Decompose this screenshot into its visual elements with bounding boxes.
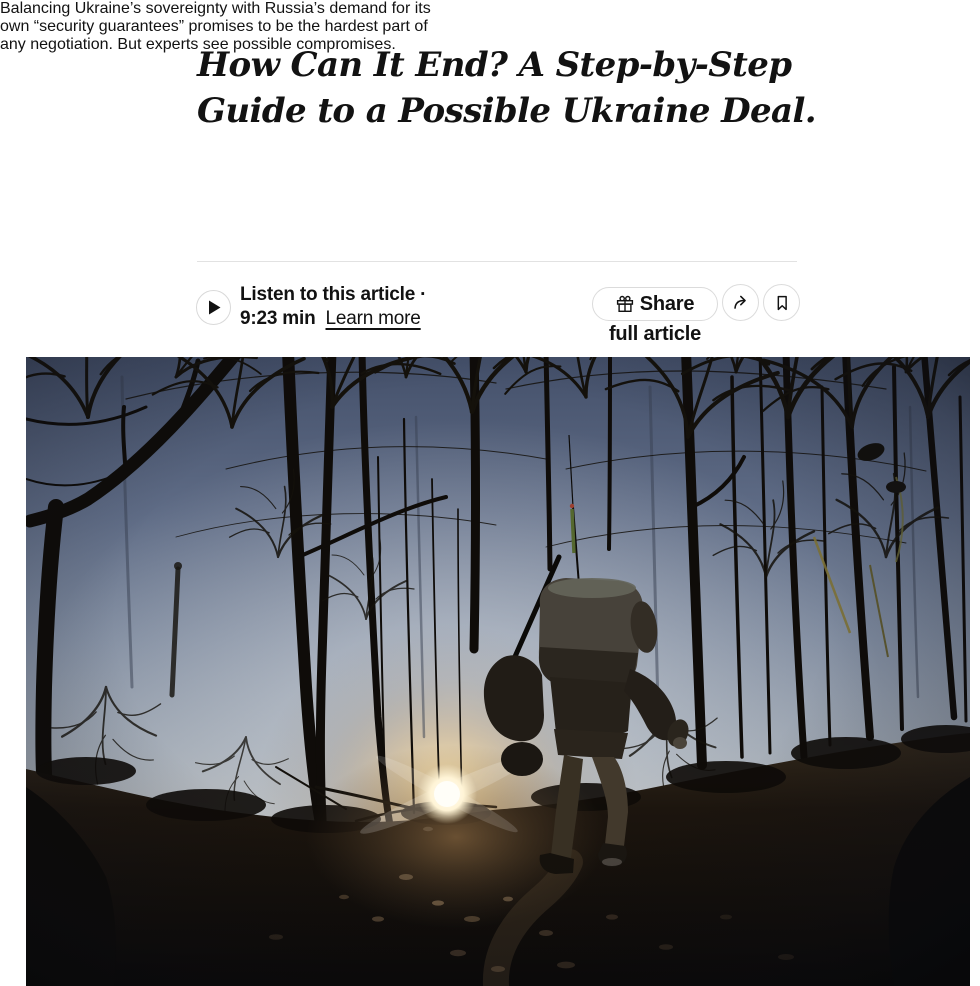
share-full-article-button[interactable]	[592, 287, 718, 346]
play-icon	[208, 300, 221, 315]
share-label-2: full article	[608, 323, 702, 345]
headline-line-2: Guide to a Possible Ukraine Deal.	[197, 91, 817, 131]
article-photo	[26, 357, 970, 986]
share-pill[interactable]	[592, 287, 718, 321]
listen-text	[240, 283, 426, 331]
listen-label: Listen to this article ·	[240, 284, 427, 305]
save-button[interactable]	[763, 284, 800, 321]
listen-duration: 9:23 min	[240, 308, 316, 329]
section-divider	[197, 261, 797, 262]
page-title	[197, 42, 817, 134]
gift-icon	[616, 295, 634, 313]
bookmark-icon	[771, 292, 793, 314]
summary-line-1: Balancing Ukraine’s sovereignty with Russia’s demand for its	[0, 0, 431, 17]
share-arrow-icon	[730, 292, 752, 314]
learn-more-link[interactable]: Learn more	[325, 308, 421, 329]
summary-line-3: any negotiation. But experts see possible compromises.	[0, 36, 396, 53]
share-label: Share	[639, 292, 695, 315]
play-button[interactable]	[196, 290, 231, 325]
share-arrow-button[interactable]	[722, 284, 759, 321]
summary-line-2: own “security guarantees” promises to be the hardest part of	[0, 18, 428, 35]
headline-line-1: How Can It End? A Step-by-Step	[197, 45, 792, 85]
photo-illustration	[26, 357, 970, 986]
audio-player	[196, 283, 426, 331]
